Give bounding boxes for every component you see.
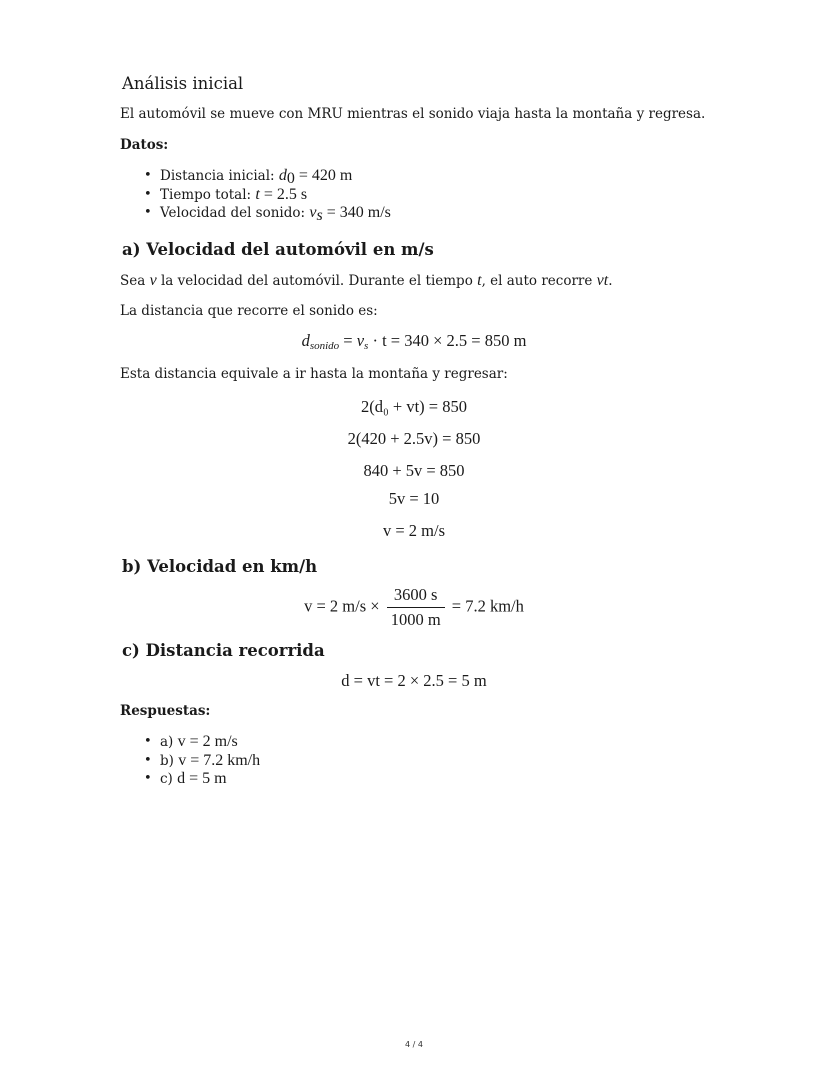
equation-step-2: 2(420 + 2.5v) = 850 (347, 429, 481, 448)
section-title-part-a: a) Velocidad del automóvil en m/s (122, 240, 434, 259)
page-number: 4 / 4 (405, 1040, 423, 1049)
equation-step-4: 5v = 10 (388, 489, 440, 508)
intro-paragraph: El automóvil se mueve con MRU mientras el sonido viaja hasta la montaña y regresa. (120, 106, 706, 122)
equation-distance: d = vt = 2 × 2.5 = 5 m (341, 671, 487, 690)
fraction: $\frac{3600 s}{1000 m}$ (387, 585, 445, 630)
list-item: • c) d = 5 m (140, 770, 260, 789)
section-title-analisis-inicial: Análisis inicial (122, 74, 244, 93)
sound-distance-intro: La distancia que recorre el sonido es: (120, 303, 378, 319)
section-title-part-b: b) Velocidad en km/h (122, 557, 318, 576)
equation-step-5: v = 2 m/s (382, 521, 446, 540)
equivalence-paragraph: Esta distancia equivale a ir hasta la montaña y regresar: (120, 366, 508, 382)
equation-sound-distance: $d_{sonido} = v_s \cdot t = 340 \times 2.5 = 850$ m (301, 331, 527, 352)
equation-km-conversion: v = 2 m/s × $\frac{3600 s}{1000 m}$ = 7.2 km/h (304, 585, 524, 629)
section-title-part-c: c) Distancia recorrida (122, 641, 325, 660)
list-item: • Distancia inicial: $d_0 = 420$ m (140, 167, 391, 186)
list-item: • a) v = 2 m/s (140, 733, 260, 752)
datos-list (140, 167, 391, 223)
equation-step-3: 840 + 5v = 850 (363, 461, 465, 480)
list-item: • b) v = 7.2 km/h (140, 752, 260, 771)
list-item: • Velocidad del sonido: $v_s = 340$ m/s (140, 204, 391, 223)
datos-label: Datos: (120, 137, 169, 153)
respuestas-label: Respuestas: (120, 703, 211, 719)
equation-step-1: 2(d₀ + vt) = 850 (361, 397, 467, 416)
respuestas-list (140, 733, 260, 789)
list-item: • Tiempo total: t = 2.5 s (140, 186, 391, 205)
part-a-paragraph: Sea v la velocidad del automóvil. Durante el tiempo t, el auto recorre vt. (120, 272, 613, 289)
